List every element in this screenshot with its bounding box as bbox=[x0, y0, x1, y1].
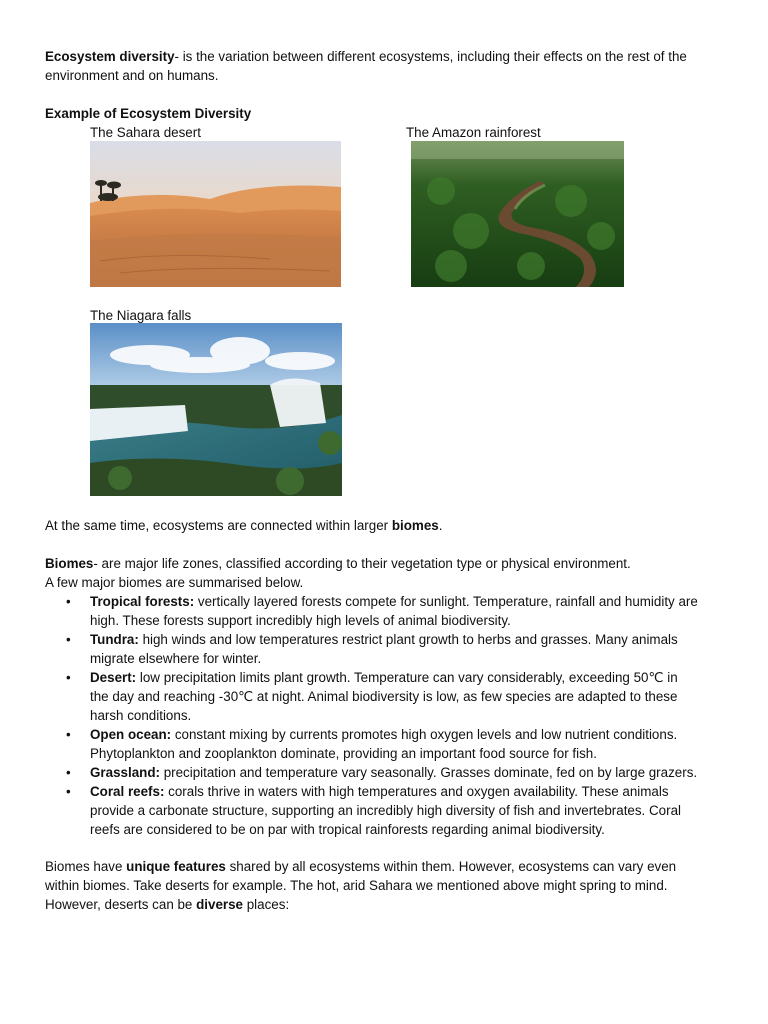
bullet: • bbox=[66, 594, 71, 609]
sahara-desert-photo bbox=[90, 141, 341, 287]
caption-niagara: The Niagara falls bbox=[90, 308, 192, 323]
bullet: • bbox=[66, 784, 71, 799]
bullet: • bbox=[66, 632, 71, 647]
biome-item-open-ocean: • Open ocean: constant mixing by currents promotes high oxygen levels and low nutrient conditions. Phytoplankton and zooplankton dominate, providing an important food source for fish. bbox=[66, 727, 678, 761]
caption-sahara: The Sahara desert bbox=[90, 125, 201, 140]
biomes-definition: Biomes- are major life zones, classified according to their vegetation type or physical environment. bbox=[45, 556, 631, 571]
biomes-summary-intro: A few major biomes are summarised below. bbox=[45, 575, 304, 590]
closing-line-1: Biomes have unique features shared by all ecosystems within them. However, ecosystems can vary even bbox=[45, 859, 677, 874]
bullet: • bbox=[66, 727, 71, 742]
biome-list bbox=[45, 592, 735, 839]
biome-item-coral-reefs: • Coral reefs: corals thrive in waters with high temperatures and oxygen availability. These animals provide a carbonate structure, supporting an incredibly high diversity of fish and invertebrates. Coral reefs are considered to be on par with tropical rainforests regarding animal biodiversity. bbox=[66, 784, 681, 837]
intro-line-1 bbox=[45, 47, 687, 66]
intro-term: Ecosystem diversity bbox=[45, 49, 175, 64]
niagara-falls-photo bbox=[90, 323, 342, 496]
bullet: • bbox=[66, 765, 71, 780]
intro-line-2: environment and on humans. bbox=[45, 68, 219, 83]
biome-item-grassland: • Grassland: precipitation and temperature vary seasonally. Grasses dominate, fed on by large grazers. bbox=[66, 765, 698, 780]
closing-line-3: However, deserts can be diverse places: bbox=[45, 897, 290, 912]
amazon-rainforest-photo bbox=[411, 141, 624, 287]
caption-amazon: The Amazon rainforest bbox=[406, 125, 541, 140]
biome-item-tropical-forests: • Tropical forests: vertically layered forests compete for sunlight. Temperature, rainfall and humidity are high. These forests support incredibly high levels of animal biodiversity. bbox=[66, 594, 698, 628]
bullet: • bbox=[66, 670, 71, 685]
closing-line-2: within biomes. Take deserts for example. The hot, arid Sahara we mentioned above might spring to mind. bbox=[45, 878, 668, 893]
intro-text: - is the variation between different ecosystems, including their effects on the rest of the bbox=[174, 49, 687, 64]
biome-item-tundra: • Tundra: high winds and low temperatures restrict plant growth to herbs and grasses. Many animals migrate elsewhere for winter. bbox=[66, 632, 678, 666]
biome-item-desert: • Desert: low precipitation limits plant growth. Temperature can vary considerably, exceeding 50℃ in the day and reaching -30℃ at night. Animal biodiversity is low, as few species are adapted to these harsh conditions. bbox=[66, 670, 678, 723]
connected-line: At the same time, ecosystems are connected within larger biomes. bbox=[45, 518, 443, 533]
example-heading: Example of Ecosystem Diversity bbox=[45, 106, 252, 121]
